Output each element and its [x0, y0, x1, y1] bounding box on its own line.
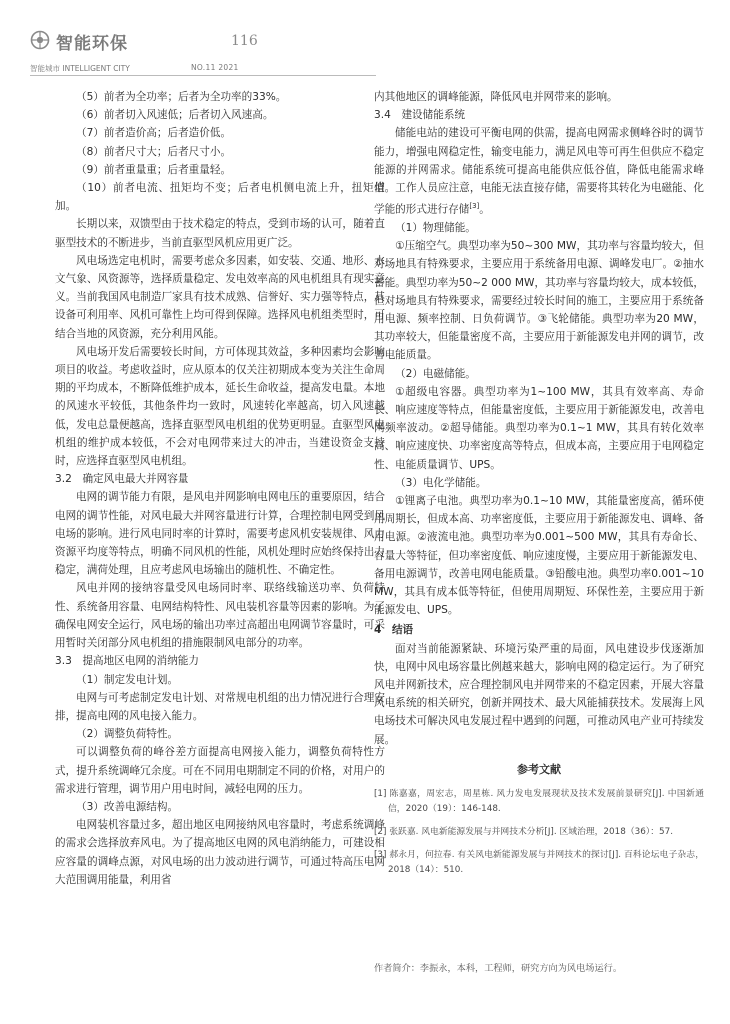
paragraph: 面对当前能源紧缺、环境污染严重的局面，风电建设步伐逐渐加快，电网中风电场容量比例越来越大，影响电网的稳定运行。为了研究风电并网新技术，应合理控制风电并网带来的不稳定因素，开展大容量风电系统的相关研究，创新并网技术、最大风能捕获技术。发展海上风电场技术可解决风电发展过程中遇到的问题，可推动风电产业可持续发展。: [374, 642, 704, 746]
paragraph: ①超级电容器。典型功率为1~100 MW，其具有效率高、寿命长、响应速度等特点，但能量密度低，主要应用于新能源发电，改善电网频率波动。②超导储能。典型功率为0.1~1 MW，其具有转化效率高、响应速度快、功率密度高等特点，但成本高，主要应用于电网稳定性、电能质量调节、UPS。: [374, 385, 704, 471]
paragraph-end: 。: [479, 203, 490, 216]
section-heading: 4 结语: [374, 624, 414, 637]
section-heading: 3.3 提高地区电网的消纳能力: [55, 655, 199, 668]
subheading: （2）电磁储能。: [395, 367, 476, 380]
paragraph: 电网与可考虑制定发电计划、对常规电机组的出力情况进行合理安排，提高电网的风电接入能力。: [55, 691, 385, 722]
paragraph: 长期以来，双馈型由于技术稳定的特点，受到市场的认可，随着直驱型技术的不断进步，当前直驱型风机应用更广泛。: [55, 218, 385, 249]
list-item: （9）前者重量重；后者重量轻。: [76, 163, 232, 176]
paragraph: [374, 124, 704, 219]
issue-number: NO.11 2021: [191, 63, 239, 72]
paragraph-text: 储能电站的建设可平衡电网的供需，提高电网需求侧峰谷时的调节能力，增强电网稳定性，输变电能力，满足风电等可再生但供应不稳定能源的并网需求。储能系统可提高电能供应低谷值，降低电能需求峰值。工作人员应注意，电能无法直接存储，需要将其转化为电磁能、化学能的形式进行存储: [374, 127, 704, 216]
reference-item: [3] 郝永月，何拉春. 有关风电新能源发展与并网技术的探讨[J]. 百科论坛电子杂志，2018（14）：510.: [374, 850, 704, 876]
paragraph: ①压缩空气。典型功率为50~300 MW，其功率与容量均较大，但对场地具有特殊要求，主要应用于系统备用电源、调峰发电厂。②抽水蓄能。典型功率为50~2 000 MW，其功率与容量均较大，成本较低，但对场地具有特殊要求，需要经过较长时间的施工，主要应用于系统备用电源、频率控制、日负荷调节。③飞轮储能。典型功率为20 MW，其功率较大，但能量密度不高，主要应用于新能源发电并网的调节，改善电能质量。: [374, 240, 704, 362]
section-heading: 3.4 建设储能系统: [374, 109, 466, 122]
right-column: [374, 88, 704, 886]
list-item: （5）前者为全功率；后者为全功率的33%。: [76, 91, 287, 103]
author-bio: 作者简介：李振永，本科，工程师，研究方向为风电场运行。: [374, 963, 623, 974]
header-divider: [30, 75, 376, 76]
left-column: [55, 88, 385, 889]
paragraph: ①锂离子电池。典型功率为0.1~10 MW，其能量密度高，循环使用周期长，但成本高、功率密度低，主要应用于新能源发电、调峰、备用电源。②液流电池。典型功率为0.001~500 MW，其具有寿命长、容量大等特征，但功率密度低、响应速度慢，主要应用于新能源发电、备用电源调节，改善电网电能质量。③铅酸电池。典型功率0.001~10 MW，其具有成本低等特征，但使用周期短、环保性差，主要应用于新能源发电、UPS。: [374, 495, 704, 617]
page-header: [0, 0, 730, 72]
journal-logo-text: 智能环保: [56, 34, 128, 54]
subheading: （3）改善电源结构。: [76, 800, 179, 813]
reference-item: [1] 陈嘉嘉，周宏志，周星栋. 风力发电发展现状及技术发展前景研究[J]. 中国新通信，2020（19）：146-148.: [374, 789, 704, 815]
section-heading: 3.2 确定风电最大并网容量: [55, 473, 189, 486]
journal-name: 智能城市 INTELLIGENT CITY: [30, 64, 130, 73]
paragraph: 电网的调节能力有限，是风电并网影响电网电压的重要原因，结合电网的调节性能，对风电最大并网容量进行计算，合理控制电网受到风电场的影响。进行风电同时率的计算时，需要考虑风机安装规律、风力资源平均度等特点，明确不同风机的性能，风机处理时应始终保持出力稳定，满荷处理，且应考虑风电场输出的随机性、不确定性。: [55, 491, 385, 577]
citation-marker: [3]: [469, 202, 480, 211]
list-item: （7）前者造价高；后者造价低。: [76, 127, 232, 140]
list-item: （8）前者尺寸大；后者尺寸小。: [76, 145, 232, 158]
page-number: 116: [231, 33, 258, 49]
subheading: （2）调整负荷特性。: [76, 728, 179, 741]
subheading: （3）电化学储能。: [395, 476, 487, 489]
list-item: （6）前者切入风速低；后者切入风速高。: [76, 109, 274, 122]
subheading: （1）制定发电计划。: [76, 673, 179, 686]
list-item: （10）前者电流、扭矩均不变；后者电机侧电流上升，扭矩增加。: [55, 182, 385, 213]
reference-item: [2] 张跃嘉. 风电新能源发展与并网技术分析[J]. 区域治理，2018（36）：57.: [374, 827, 673, 838]
paragraph: 风电场选定电机时，需要考虑众多因素，如安装、交通、地形、水文气象、风资源等，选择质量稳定、发电效率高的风电机组具有现实意义。当前我国风电制造厂家具有技术成熟、信誉好、实力强等特点，其设备可利用率、风机可靠性上均可得到保障。选择风电机组类型时，可结合当地的风资源，充分利用风能。: [55, 254, 385, 340]
paragraph: 电网装机容量过多，超出地区电网接纳风电容量时，考虑系统调峰的需求会选择放弃风电。为了提高地区电网的风电消纳能力，可建设相应容量的调峰点源，对风电场的出力波动进行调节，可通过特高压电网大范围调用能量，利用省: [55, 819, 385, 886]
paragraph: 风电并网的接纳容量受风电场同时率、联络线输送功率、负荷特性、系统备用容量、电网结构特性、风电装机容量等因素的影响。为了确保电网安全运行，风电场的输出功率过高超出电网调节容量时，可采用暂时关闭部分风电机组的措施限制风电部分的功率。: [55, 582, 385, 650]
journal-logo-icon: [30, 30, 50, 50]
paragraph: 内其他地区的调峰能源，降低风电并网带来的影响。: [374, 91, 618, 103]
paragraph: 风电场开发后需要较长时间，方可体现其效益，多种因素均会影响项目的收益。考虑收益时，应从原本的仅关注初期成本变为关注生命周期的平均成本，不断降低维护成本，延长生命收益，提高发电量。本地的风速水平较低，其他条件均一致时，风速转化率越高，切入风速越低，发电总量便越高，选择直驱型风电机组的优势更明显。直驱型风电机组的维护成本较低，不会对电网带来过大的冲击，当建设资金支持时，应选择直驱型风电机组。: [55, 345, 385, 468]
references-title: 参考文献: [517, 762, 561, 776]
subheading: （1）物理储能。: [395, 221, 476, 234]
paragraph: 可以调整负荷的峰谷差方面提高电网接入能力，调整负荷特性方式，提升系统调峰冗余度。可在不同用电期制定不同的价格，对用户的需求进行管理，调节用户用电时间，减轻电网的压力。: [55, 746, 385, 795]
